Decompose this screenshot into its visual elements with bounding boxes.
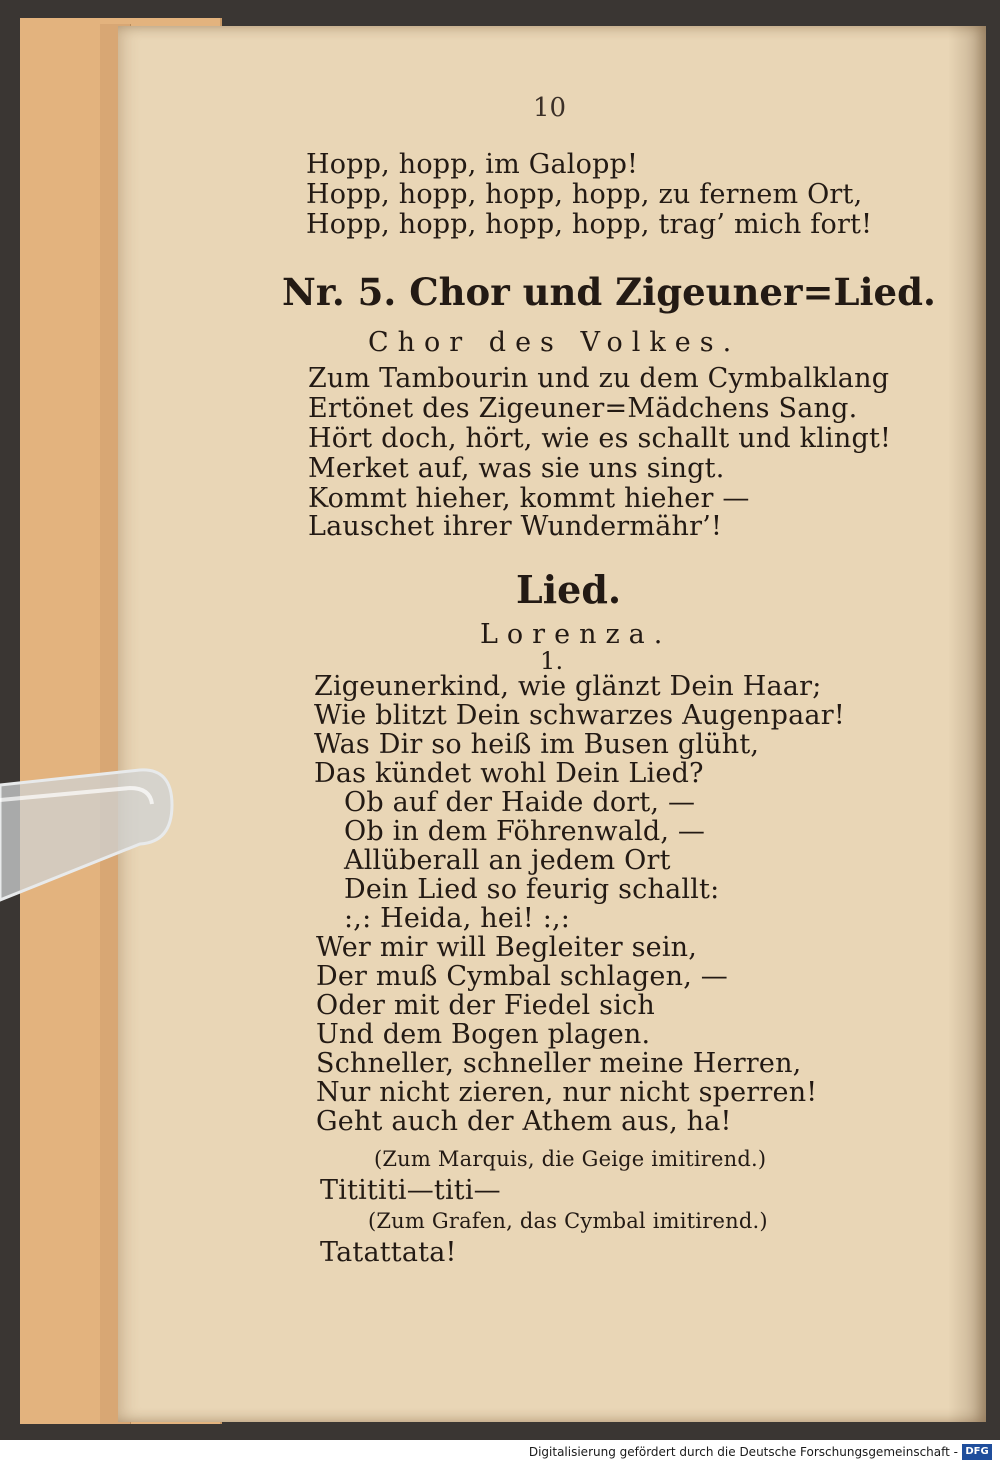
opening-line: Hopp, hopp, hopp, hopp, trag’ mich fort! bbox=[306, 209, 873, 240]
verse-line: Der muß Cymbal schlagen, — bbox=[316, 961, 728, 992]
verse-line: Das kündet wohl Dein Lied? bbox=[314, 758, 704, 789]
song-heading: Lied. bbox=[516, 567, 622, 612]
verse-line: Zigeunerkind, wie glänzt Dein Haar; bbox=[314, 671, 822, 702]
chorus-line: Ertönet des Zigeuner=Mädchens Sang. bbox=[308, 393, 858, 424]
chorus-line: Kommt hieher, kommt hieher — bbox=[308, 483, 750, 514]
sung-line: Tatattata! bbox=[320, 1237, 457, 1268]
verse-line: Ob auf der Haide dort, — bbox=[344, 787, 696, 818]
verse-line: Dein Lied so feurig schallt: bbox=[344, 874, 720, 905]
chorus-line: Lauschet ihrer Wundermähr’! bbox=[308, 511, 723, 542]
sung-line: Titititi—titi— bbox=[320, 1175, 501, 1206]
stage-direction: (Zum Marquis, die Geige imitirend.) bbox=[374, 1147, 767, 1171]
chorus-line: Hört doch, hört, wie es schallt und klingt! bbox=[308, 423, 892, 454]
verse-line: Und dem Bogen plagen. bbox=[316, 1019, 651, 1050]
chorus-line: Merket auf, was sie uns singt. bbox=[308, 453, 725, 484]
verse-line: :,: Heida, hei! :,: bbox=[344, 903, 571, 934]
verse-line: Wer mir will Begleiter sein, bbox=[316, 932, 698, 963]
singer-name: Lorenza. bbox=[480, 619, 672, 650]
opening-line: Hopp, hopp, hopp, hopp, zu fernem Ort, bbox=[306, 179, 863, 210]
footer-bar bbox=[0, 1440, 1000, 1465]
stage-direction: (Zum Grafen, das Cymbal imitirend.) bbox=[368, 1209, 768, 1233]
verse-line: Geht auch der Athem aus, ha! bbox=[316, 1106, 732, 1137]
verse-line: Schneller, schneller meine Herren, bbox=[316, 1048, 802, 1079]
verse-line: Ob in dem Föhrenwald, — bbox=[344, 816, 706, 847]
section-heading: Nr. 5. Chor und Zigeuner=Lied. bbox=[282, 270, 936, 314]
verse-line: Wie blitzt Dein schwarzes Augenpaar! bbox=[314, 700, 845, 731]
dfg-logo-icon: DFG bbox=[962, 1444, 992, 1460]
page-number: 10 bbox=[533, 93, 567, 123]
chorus-label: Chor des Volkes. bbox=[368, 327, 741, 358]
verse-line: Allüberall an jedem Ort bbox=[344, 845, 671, 876]
verse-line: Was Dir so heiß im Busen glüht, bbox=[314, 729, 760, 760]
verse-number: 1. bbox=[540, 647, 564, 675]
opening-line: Hopp, hopp, im Galopp! bbox=[306, 149, 639, 180]
verse-line: Nur nicht zieren, nur nicht sperren! bbox=[316, 1077, 818, 1108]
verse-line: Oder mit der Fiedel sich bbox=[316, 990, 655, 1021]
digitization-credit: Digitalisierung gefördert durch die Deutsche Forschungsgemeinschaft - bbox=[528, 1445, 958, 1459]
chorus-line: Zum Tambourin und zu dem Cymbalklang bbox=[308, 363, 890, 394]
